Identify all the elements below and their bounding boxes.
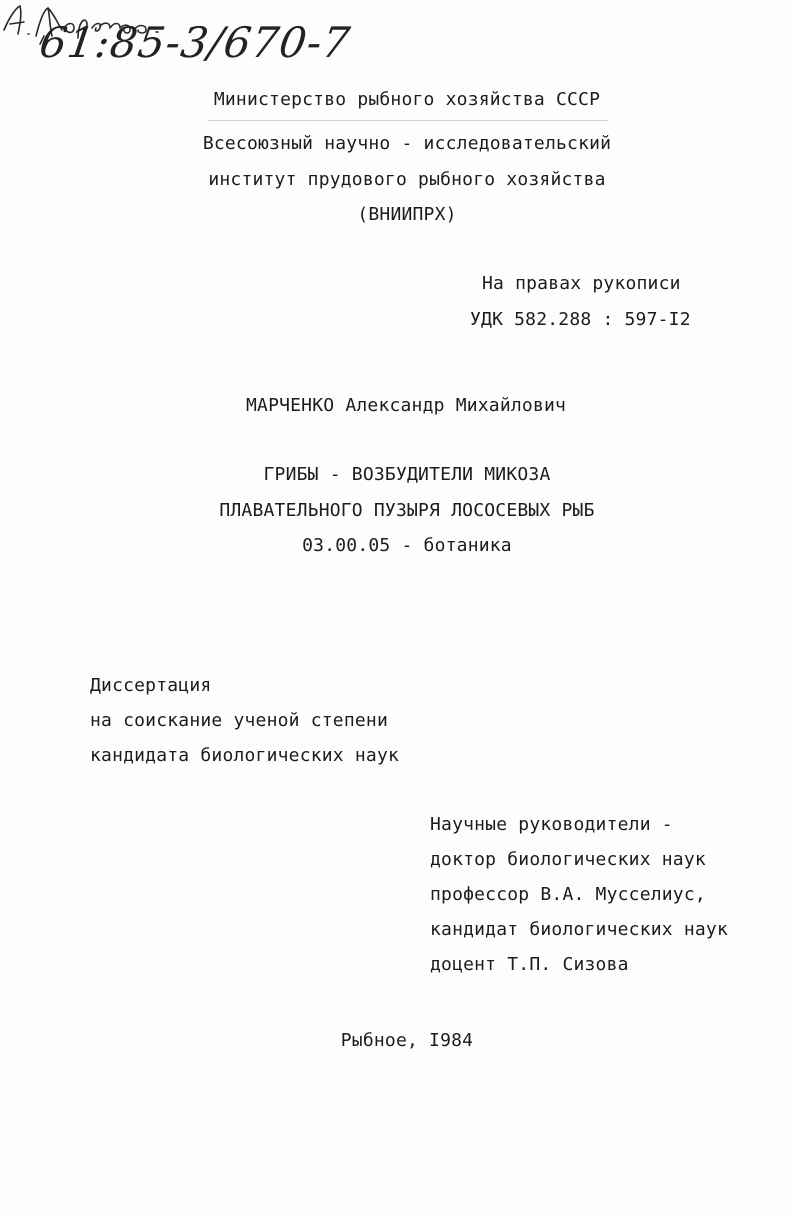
archive-shelf-mark: 61:85-3/670-7 [36, 18, 354, 67]
supervisors-heading: Научные руководители - [430, 814, 673, 835]
header-divider [208, 120, 608, 121]
supervisor-1-degree: доктор биологических наук [430, 849, 706, 870]
institute-line-1: Всесоюзный научно - исследовательский [202, 133, 612, 154]
place-and-year: Рыбное, I984 [340, 1030, 474, 1051]
title-line-2: ПЛАВАТЕЛЬНОГО ПУЗЫРЯ ЛОСОСЕВЫХ РЫБ [219, 500, 595, 521]
supervisor-2-name: доцент Т.П. Сизова [430, 954, 629, 975]
degree-field-line: кандидата биологических наук [90, 745, 400, 766]
institute-line-2: институт прудового рыбного хозяйства [208, 169, 606, 190]
udc-code: УДК 582.288 : 597-I2 [470, 309, 691, 330]
author-name: МАРЧЕНКО Александр Михайлович [246, 395, 567, 416]
title-line-1: ГРИБЫ - ВОЗБУДИТЕЛИ МИКОЗА [263, 464, 551, 485]
dissertation-label: Диссертация [90, 675, 212, 696]
specialty-code: 03.00.05 - ботаника [302, 535, 512, 556]
supervisor-1-name: профессор В.А. Мусселиус, [430, 884, 706, 905]
institute-abbreviation: (ВНИИПРХ) [357, 204, 457, 225]
ministry-name: Министерство рыбного хозяйства СССР [213, 89, 601, 110]
degree-line: на соискание ученой степени [90, 710, 388, 731]
supervisor-2-degree: кандидат биологических наук [430, 919, 728, 940]
manuscript-rights: На правах рукописи [482, 273, 681, 294]
